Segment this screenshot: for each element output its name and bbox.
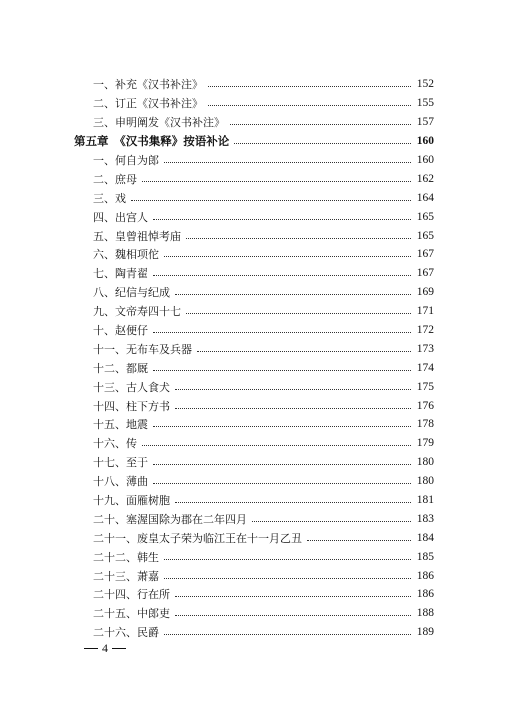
toc-entry-title: 十一、无布车及兵器 [93, 342, 192, 356]
toc-entry-title: 十四、柱下方书 [93, 399, 170, 413]
dot-leader [164, 558, 411, 560]
toc-entry-page: 185 [416, 550, 434, 563]
footer-dash-left [84, 648, 98, 649]
dot-leader [230, 123, 411, 125]
dot-leader [131, 199, 411, 201]
toc-entry [0, 339, 434, 358]
toc-chapter-title: 第五章 《汉书集释》按语补论 [74, 134, 230, 149]
toc-entry-title: 二、庶母 [93, 172, 137, 186]
toc-entry-page: 179 [416, 437, 434, 450]
toc-entry-title: 四、出宫人 [93, 210, 148, 224]
toc-entry-title: 十五、地震 [93, 418, 148, 432]
dot-leader [186, 312, 411, 314]
toc-entry-title: 十、赵便仔 [93, 324, 148, 338]
toc-entry [0, 377, 434, 396]
toc-entry [0, 169, 434, 188]
dot-leader [164, 577, 411, 579]
table-of-contents [0, 75, 506, 642]
dot-leader [175, 407, 411, 409]
dot-leader [153, 218, 411, 220]
toc-entry-page: 167 [416, 267, 434, 280]
toc-entry-page: 174 [416, 361, 434, 374]
dot-leader [164, 255, 411, 257]
toc-entry-title: 二、订正《汉书补注》 [93, 97, 203, 111]
toc-entry [0, 94, 434, 113]
toc-entry [0, 585, 434, 604]
toc-entry-page: 186 [416, 588, 434, 601]
toc-entry [0, 283, 434, 302]
dot-leader [186, 237, 411, 239]
toc-entry-page: 178 [416, 418, 434, 431]
toc-entry [0, 264, 434, 283]
toc-entry-page: 171 [416, 305, 434, 318]
toc-entry [0, 453, 434, 472]
toc-entry-title: 十九、面雁树胞 [93, 494, 170, 508]
dot-leader [164, 633, 411, 635]
toc-entry-title: 二十一、废皇太子荣为临江王在十一月乙丑 [93, 531, 302, 545]
dot-leader [175, 388, 411, 390]
dot-leader [153, 274, 411, 276]
dot-leader [164, 161, 411, 163]
dot-leader [175, 293, 411, 295]
toc-entry [0, 226, 434, 245]
toc-entry [0, 623, 434, 642]
toc-entry-page: 157 [416, 116, 434, 129]
dot-leader [142, 180, 411, 182]
toc-entry-page: 160 [416, 154, 434, 166]
toc-entry [0, 151, 434, 170]
toc-entry-title: 十八、薄曲 [93, 475, 148, 489]
toc-entry [0, 321, 434, 340]
dot-leader [153, 331, 411, 333]
dot-leader [175, 501, 411, 503]
toc-chapter-heading [0, 132, 434, 151]
toc-entry-page: 180 [416, 456, 434, 469]
toc-entry [0, 113, 434, 132]
toc-entry-page: 184 [416, 531, 434, 544]
toc-entry [0, 547, 434, 566]
toc-entry [0, 491, 434, 510]
toc-entry-title: 十六、传 [93, 437, 137, 451]
footer-dash-right [112, 648, 126, 649]
toc-entry [0, 415, 434, 434]
toc-entry-page: 167 [416, 248, 434, 261]
toc-entry [0, 207, 434, 226]
toc-entry-page: 176 [416, 399, 434, 412]
toc-entry [0, 566, 434, 585]
toc-entry-page: 152 [416, 78, 434, 91]
dot-leader [252, 520, 411, 522]
toc-entry-title: 二十、塞渥国除为郡在二年四月 [93, 512, 247, 526]
toc-entry-page: 173 [416, 342, 434, 355]
dot-leader [153, 425, 411, 427]
toc-entry-title: 一、何自为郎 [93, 154, 159, 167]
toc-entry-title: 二十四、行在所 [93, 588, 170, 602]
dot-leader [208, 85, 411, 87]
toc-entry-title: 三、戏 [93, 191, 126, 205]
toc-entry-page: 180 [416, 475, 434, 488]
toc-entry [0, 528, 434, 547]
toc-entry-page: 172 [416, 324, 434, 337]
toc-entry [0, 75, 434, 94]
toc-entry [0, 434, 434, 453]
toc-entry [0, 188, 434, 207]
toc-entry [0, 358, 434, 377]
toc-entry-page: 169 [416, 286, 434, 299]
toc-entry-title: 五、皇曾祖悼考庙 [93, 229, 181, 243]
dot-leader [197, 350, 411, 352]
toc-entry-title: 一、补充《汉书补注》 [93, 78, 203, 92]
toc-entry-page: 160 [416, 135, 434, 148]
dot-leader [234, 142, 411, 144]
toc-entry [0, 245, 434, 264]
toc-entry-page: 188 [416, 607, 434, 620]
toc-entry-page: 175 [416, 380, 434, 393]
toc-entry [0, 396, 434, 415]
toc-entry-title: 七、陶青翟 [93, 267, 148, 281]
toc-entry-page: 165 [416, 210, 434, 223]
toc-entry-page: 189 [416, 626, 434, 639]
toc-entry [0, 302, 434, 321]
toc-entry-title: 二十六、民爵 [93, 626, 159, 640]
toc-entry-page: 155 [416, 97, 434, 110]
toc-entry-page: 162 [416, 172, 434, 185]
toc-entry-title: 二十三、萧嘉 [93, 569, 159, 583]
dot-leader [307, 539, 411, 541]
dot-leader [153, 482, 411, 484]
page-number: 4 [102, 641, 108, 655]
toc-entry-title: 十三、古人食犬 [93, 380, 170, 394]
dot-leader [142, 444, 411, 446]
toc-entry-title: 十二、都厩 [93, 361, 148, 375]
toc-entry-title: 六、魏相项佗 [93, 248, 159, 262]
toc-entry-page: 181 [416, 494, 434, 507]
toc-entry [0, 472, 434, 491]
toc-entry-title: 二十二、韩生 [93, 550, 159, 564]
dot-leader [175, 595, 411, 597]
toc-entry [0, 509, 434, 528]
toc-entry-page: 183 [416, 512, 434, 525]
toc-entry-page: 165 [416, 229, 434, 242]
dot-leader [153, 369, 411, 371]
toc-entry-title: 八、纪信与纪成 [93, 286, 170, 300]
dot-leader [153, 463, 411, 465]
page-footer [80, 641, 130, 656]
dot-leader [208, 104, 411, 106]
toc-entry-page: 164 [416, 191, 434, 204]
toc-entry-page: 186 [416, 569, 434, 582]
dot-leader [175, 614, 411, 616]
toc-entry [0, 604, 434, 623]
toc-entry-title: 九、文帝寿四十七 [93, 305, 181, 319]
toc-entry-title: 三、申明阐发《汉书补注》 [93, 116, 225, 130]
toc-entry-title: 二十五、中郎吏 [93, 607, 170, 621]
toc-entry-title: 十七、至于 [93, 456, 148, 470]
